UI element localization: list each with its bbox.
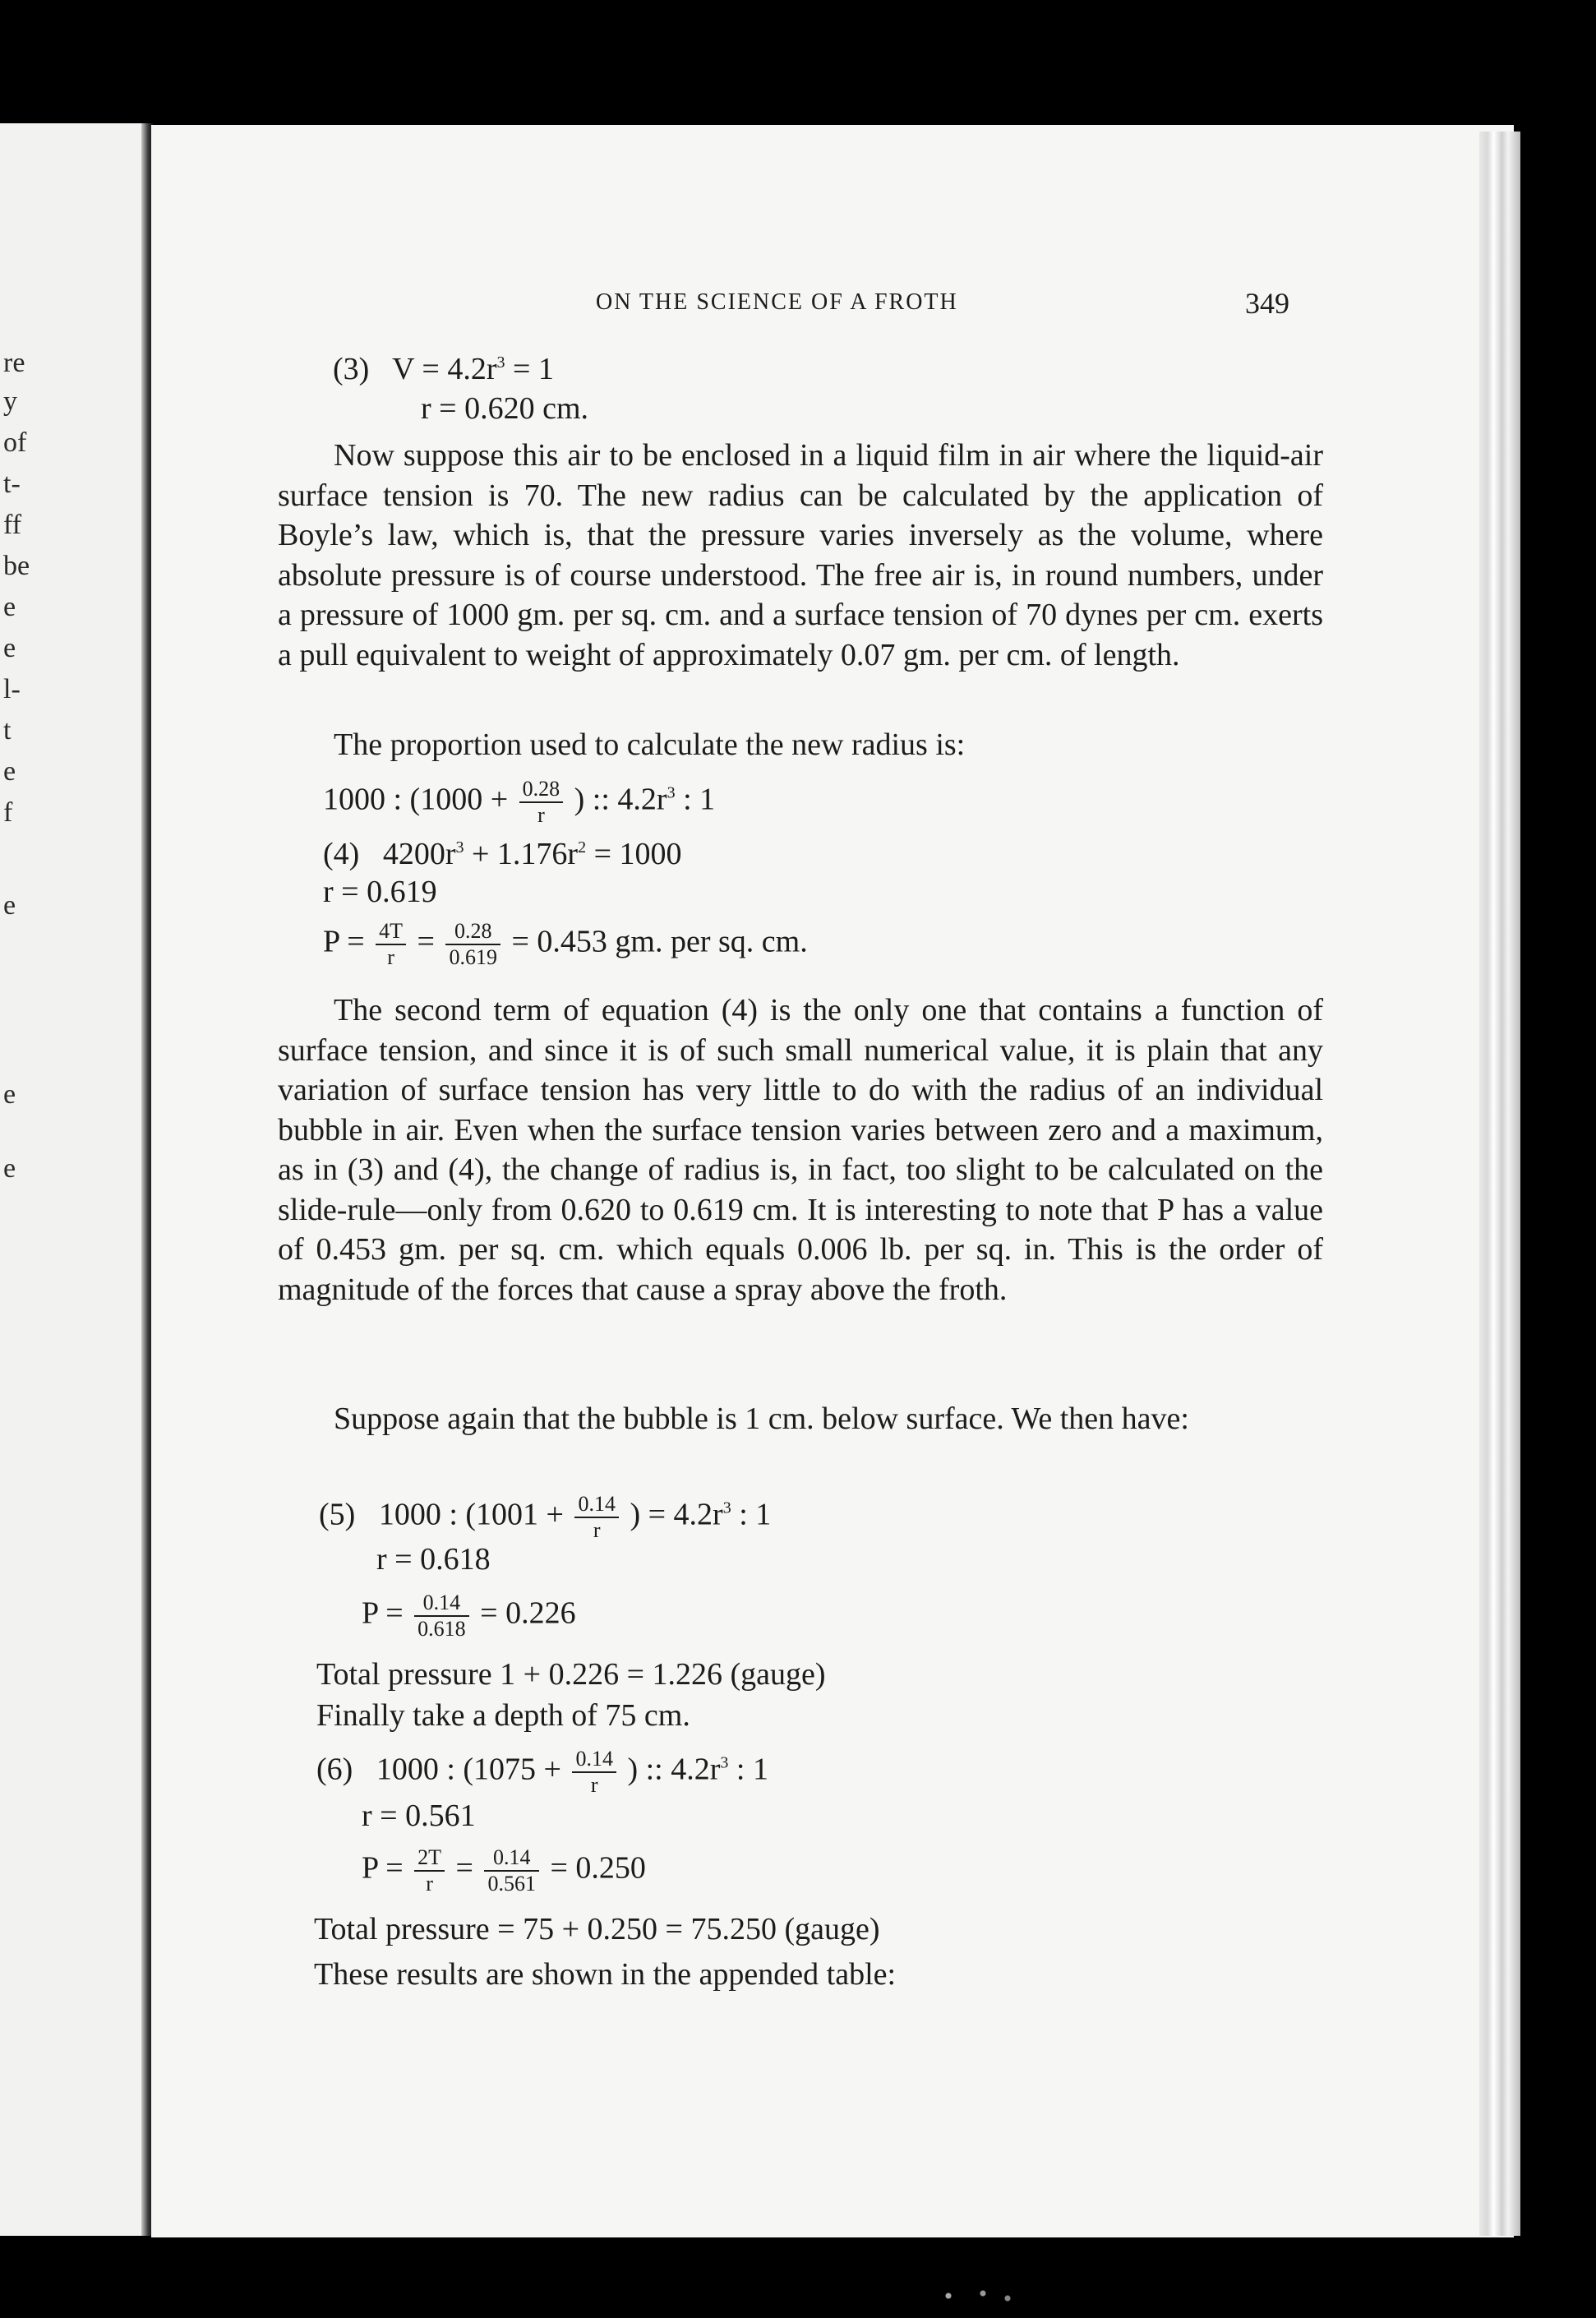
equation-label: (5) [319, 1497, 356, 1532]
margin-letter: e [3, 633, 16, 663]
total-pressure-1: Total pressure 1 + 0.226 = 1.226 (gauge) [316, 1657, 826, 1692]
equation-label: (3) [333, 352, 370, 386]
page-edge [1479, 132, 1520, 2236]
equation-4: (4) $4200r^3 + 1.176r^2 = 1000$ [323, 837, 682, 871]
closing-sentence: These results are shown in the appended table: [314, 1957, 897, 1992]
equation-5: (5) 1000 : (1001 + $\frac{0.14}{r}$ ) = $4.2r^3$ : 1 [319, 1492, 772, 1542]
margin-letter: y [3, 386, 17, 417]
margin-letter: of [3, 427, 27, 458]
scan-smudge [929, 2283, 1027, 2308]
paragraph-surface-tension-discussion: The second term of equation (4) is the only one that contains a function of surface tension, and since it is of such small numerical value, it is plain that any variation of surface tension has very little to do with the radius of an individual bubble in air. Even when the surface tension varies between zero and a maximum, as in (3) and (4), the change of radius is, in fact, too slight to be calculated on the slide-rule—only from 0.620 to 0.619 cm. It is interesting to note that P has a value of 0.453 gm. per sq. cm. which equals 0.006 lb. per sq. in. This is the order of magnitude of the forces that cause a spray above the froth. [278, 993, 1323, 1307]
margin-letter: e [3, 592, 16, 622]
page-number: 349 [1245, 287, 1289, 320]
proportion-equation: 1000 : (1000 + $\frac{0.28}{r}$ ) :: $4.2r^3$ : 1 [323, 777, 716, 827]
margin-letter: t [3, 715, 12, 746]
paragraph-proportion-intro: The proportion used to calculate the new radius is: [334, 727, 966, 762]
paragraph-bubble-below-surface: Suppose again that the bubble is 1 cm. below surface. We then have: [334, 1401, 1189, 1436]
pressure-equation-3: P = $\frac{2T}{r}$ = $\frac{0.14}{0.561}$ = 0.250 [362, 1845, 646, 1895]
margin-letter: re [3, 348, 25, 378]
equation-label: (6) [316, 1752, 353, 1787]
margin-letter: t- [3, 469, 21, 499]
paragraph-boyles-law: Now suppose this air to be enclosed in a liquid film in air where the liquid-air surface tension is 70. The new radius can be calculated by the application of Boyle’s law, which is, that the pressure varies inversely as the volume, where absolute pressure is of course understood. The free air is, in round numbers, under a pressure of 1000 gm. per sq. cm. and a surface tension of 70 dynes per cm. exerts a pull equivalent to weight of approximately 0.07 gm. per cm. of length. [278, 438, 1323, 672]
margin-letter: e [3, 890, 16, 921]
total-pressure-2: Total pressure = 75 + 0.250 = 75.250 (gauge) [314, 1912, 880, 1946]
margin-letter: e [3, 756, 16, 787]
pressure-equation-2: P = $\frac{0.14}{0.618}$ = 0.226 [362, 1591, 576, 1641]
margin-letter: ff [3, 510, 22, 540]
margin-letter: e [3, 1153, 16, 1184]
running-header: ON THE SCIENCE OF A FROTH [596, 289, 958, 315]
margin-letter: e [3, 1079, 16, 1110]
margin-letter: be [3, 551, 30, 581]
equation-label: (4) [323, 837, 360, 871]
radius-result-4: r = 0.561 [362, 1799, 476, 1833]
margin-letter: f [3, 797, 13, 828]
equation-6: (6) 1000 : (1075 + $\frac{0.14}{r}$ ) :: $4.2r^3$ : 1 [316, 1747, 768, 1797]
radius-result-1: r = 0.620 cm. [421, 391, 589, 426]
radius-result-3: r = 0.618 [376, 1542, 491, 1577]
equation-3: (3) $V = 4.2r^3 = 1$ [333, 352, 554, 386]
margin-letter: l- [3, 674, 21, 704]
pressure-equation-1: P = $\frac{4T}{r}$ = $\frac{0.28}{0.619}$ = 0.453 gm. per sq. cm. [323, 919, 808, 969]
radius-result-2: r = 0.619 [323, 875, 437, 909]
depth-intro: Finally take a depth of 75 cm. [316, 1698, 690, 1733]
